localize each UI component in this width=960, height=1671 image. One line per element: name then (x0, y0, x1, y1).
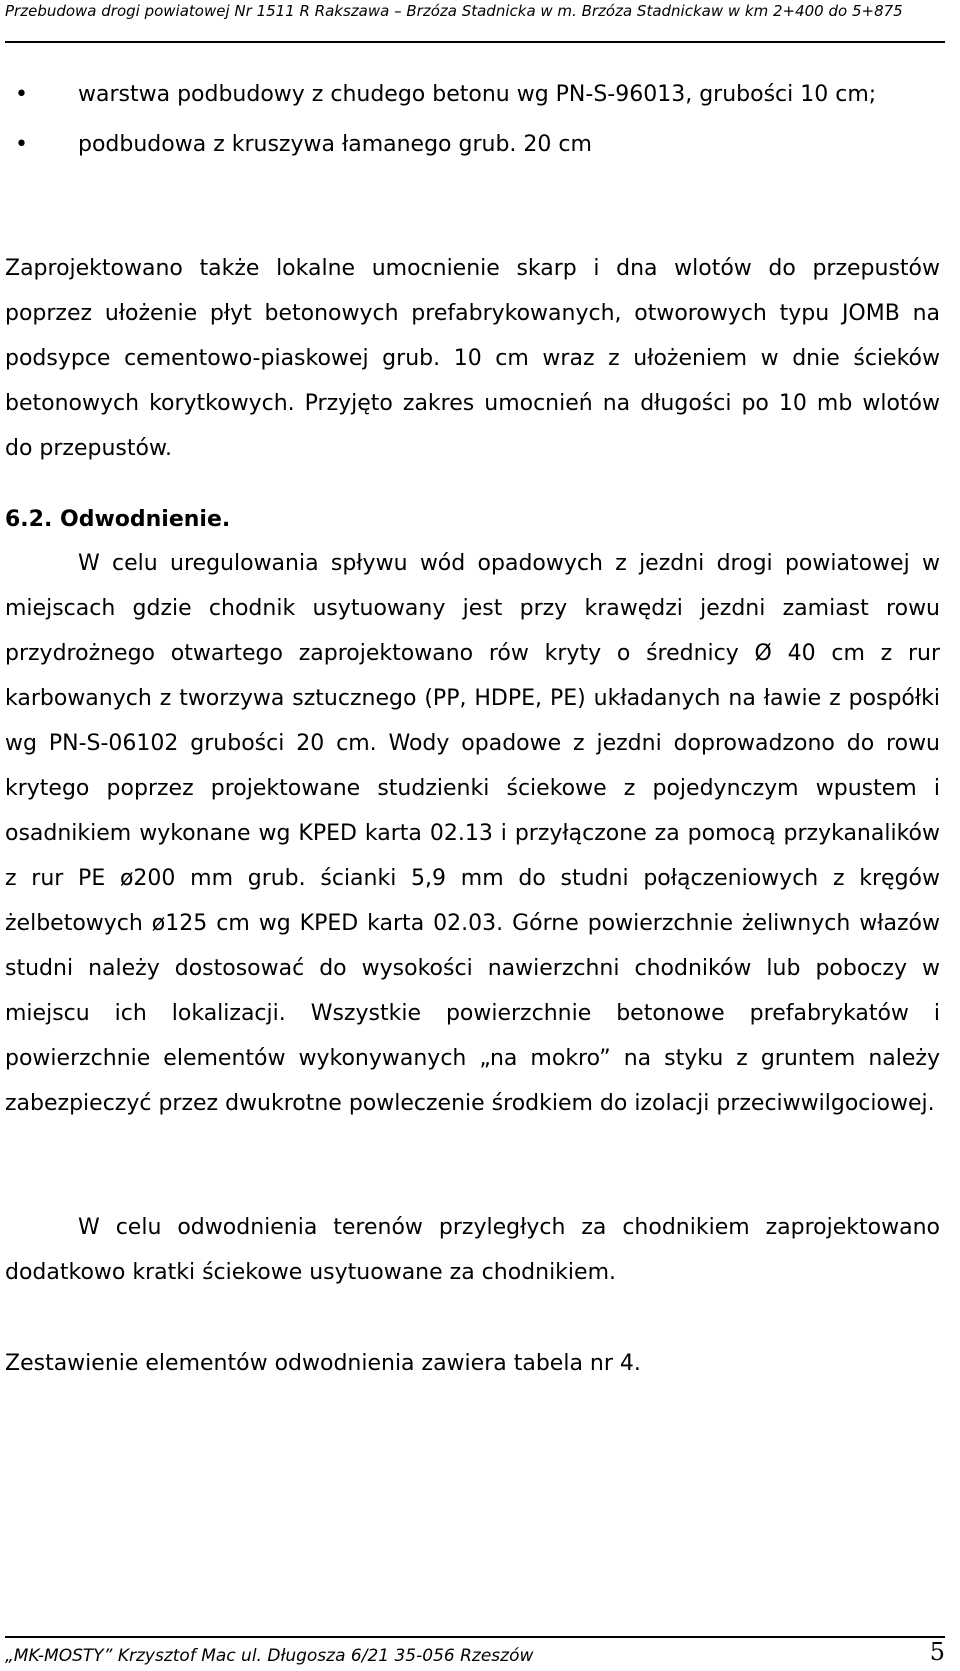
header-divider (5, 41, 945, 43)
list-item-text: podbudowa z kruszywa łamanego grub. 20 cm (78, 132, 592, 157)
list-item (5, 122, 940, 167)
paragraph-table-reference: Zestawienie elementów odwodnienia zawiera tabela nr 4. (5, 1351, 641, 1376)
page-number: 5 (929, 1638, 945, 1666)
list-item-text: warstwa podbudowy z chudego betonu wg PN-S-96013, grubości 10 cm; (78, 82, 877, 107)
bullet-icon: • (15, 132, 28, 157)
section-heading: 6.2. Odwodnienie. (5, 507, 231, 532)
list-item (5, 72, 940, 117)
paragraph-adjacent-drainage: W celu odwodnienia terenów przyległych za chodnikiem zaprojektowano dodatkowo kratki ściekowe usytuowane za chodnikiem. (5, 1215, 940, 1285)
bullet-list (5, 72, 940, 167)
page-footer (5, 1638, 945, 1669)
paragraph-drainage: W celu uregulowania spływu wód opadowych z jezdni drogi powiatowej w miejscach gdzie chodnik usytuowany jest przy krawędzi jezdni zamiast rowu przydrożnego otwartego zaprojektowano rów kryty o średnicy Ø 40 cm z rur karbowanych z tworzywa sztucznego (PP, HDPE, PE) układanych na ławie z pospółki wg PN-S-06102 grubości 20 cm. Wody opadowe z jezdni doprowadzono do rowu krytego poprzez projektowane studzienki ściekowe z pojedynczym wpustem i osadnikiem wykonane wg KPED karta 02.13 i przyłączone za pomocą przykanalików z rur PE ø200 mm grub. ścianki 5,9 mm do studni połączeniowych z kręgów żelbetowych ø125 cm wg KPED karta 02.03. Górne powierzchnie żeliwnych włazów studni należy dostosować do wysokości nawierzchni chodników lub poboczy w miejscu ich lokalizacji. Wszystkie powierzchnie betonowe prefabrykatów i powierzchnie elementów wykonywanych „na mokro” na styku z gruntem należy zabezpieczyć przez dwukrotne powleczenie środkiem do izolacji przeciwwilgociowej. (5, 551, 940, 1116)
page-header: Przebudowa drogi powiatowej Nr 1511 R Rakszawa – Brzóza Stadnicka w m. Brzóza Stadnickaw w km 2+400 do 5+875 (5, 2, 903, 20)
bullet-icon: • (15, 82, 28, 107)
footer-company: „MK-MOSTY” Krzysztof Mac ul. Długosza 6/21 35-056 Rzeszów (5, 1646, 534, 1666)
paragraph-slope-protection: Zaprojektowano także lokalne umocnienie skarp i dna wlotów do przepustów poprzez ułożenie płyt betonowych prefabrykowanych, otworowych typu JOMB na podsypce cementowo-piaskowej grub. 10 cm wraz z ułożeniem w dnie ścieków betonowych korytkowych. Przyjęto zakres umocnień na długości po 10 mb wlotów do przepustów. (5, 256, 940, 461)
footer-divider (5, 1636, 945, 1638)
